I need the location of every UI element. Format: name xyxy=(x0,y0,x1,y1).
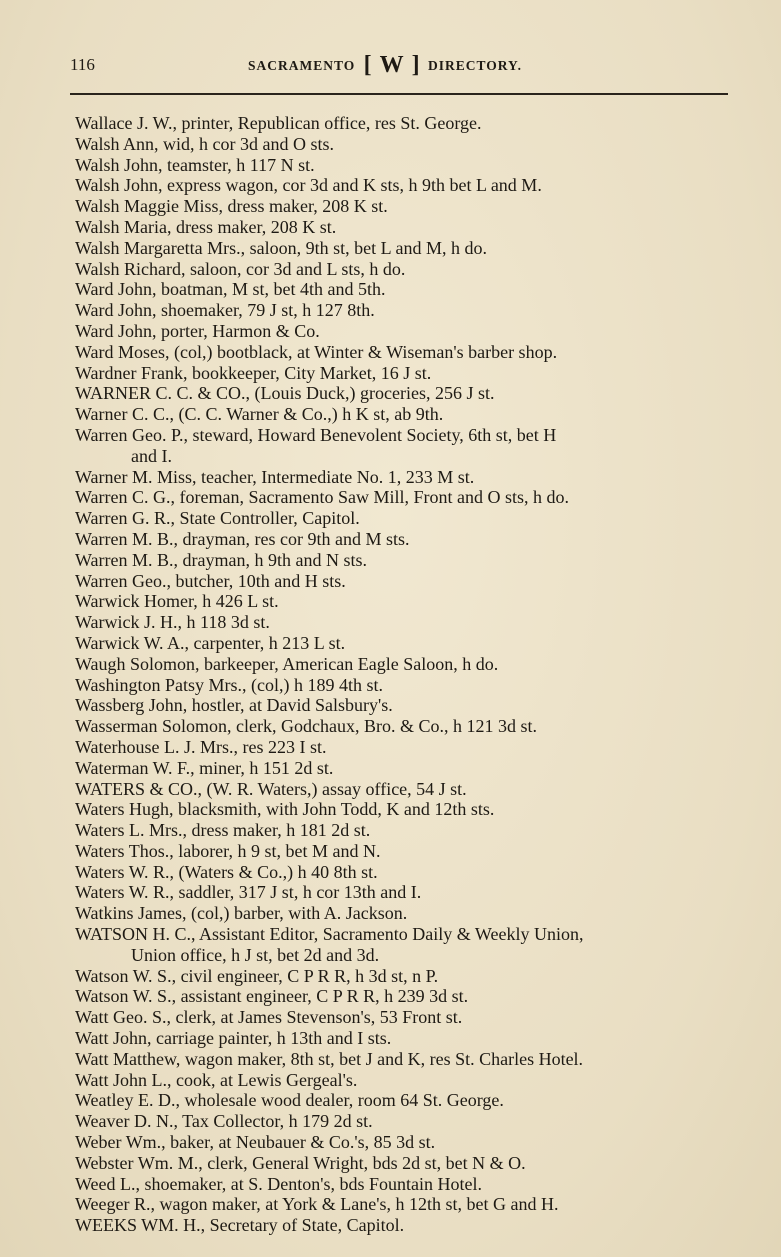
directory-entry xyxy=(75,654,735,675)
directory-entry xyxy=(75,695,735,716)
entry-text: Watt Geo. S., clerk, at James Stevenson's, 53 Front st. xyxy=(75,1007,463,1028)
running-head-letter: W xyxy=(379,51,404,78)
directory-entry xyxy=(75,1174,735,1195)
directory-entry xyxy=(75,1194,735,1215)
directory-entry xyxy=(75,882,735,903)
directory-entry xyxy=(75,571,735,592)
running-head-bracket-close: ] xyxy=(411,51,420,78)
directory-entry xyxy=(75,862,735,883)
entry-text: Waters W. R., (Waters & Co.,) h 40 8th st. xyxy=(75,861,378,882)
entry-text: Waterhouse L. J. Mrs., res 223 I st. xyxy=(75,736,327,757)
directory-entry xyxy=(75,799,735,820)
directory-entry xyxy=(75,1132,735,1153)
entry-text: Warner M. Miss, teacher, Intermediate No. 1, 233 M st. xyxy=(75,466,475,487)
entry-text: Watt Matthew, wagon maker, 8th st, bet J and K, res St. Charles Hotel. xyxy=(75,1048,584,1069)
directory-entry xyxy=(75,259,735,280)
entry-text: Webster Wm. M., clerk, General Wright, bds 2d st, bet N & O. xyxy=(75,1152,526,1173)
directory-entry xyxy=(75,1215,735,1236)
entry-text: Ward John, porter, Harmon & Co. xyxy=(75,320,320,341)
entry-text: WEEKS WM. H., Secretary of State, Capitol. xyxy=(75,1215,405,1236)
running-head xyxy=(230,52,721,79)
entry-text: Weatley E. D., wholesale wood dealer, room 64 St. George. xyxy=(75,1090,504,1111)
entry-text: Walsh Richard, saloon, cor 3d and L sts, h do. xyxy=(75,258,406,279)
directory-entry xyxy=(75,986,735,1007)
entry-text: Waters W. R., saddler, 317 J st, h cor 13th and I. xyxy=(75,882,422,903)
entry-text: Wallace J. W., printer, Republican office, res St. George. xyxy=(75,113,482,133)
entry-text: Weed L., shoemaker, at S. Denton's, bds Fountain Hotel. xyxy=(75,1173,483,1194)
directory-entry xyxy=(75,1090,735,1111)
entry-text: Watt John, carriage painter, h 13th and I sts. xyxy=(75,1028,392,1049)
entry-continuation: Union office, h J st, bet 2d and 3d. xyxy=(131,944,380,965)
entry-text: Warren Geo., butcher, 10th and H sts. xyxy=(75,570,346,591)
entry-text: Ward Moses, (col,) bootblack, at Winter & Wiseman's barber shop. xyxy=(75,341,558,362)
entry-text: Watson W. S., civil engineer, C P R R, h 3d st, n P. xyxy=(75,965,439,986)
directory-entry xyxy=(75,633,735,654)
directory-entry xyxy=(75,966,735,987)
directory-entry xyxy=(75,300,735,321)
entry-text: Waterman W. F., miner, h 151 2d st. xyxy=(75,757,334,778)
directory-entry xyxy=(75,591,735,612)
running-head-bracket-open: [ xyxy=(363,51,372,78)
entry-text: Wasserman Solomon, clerk, Godchaux, Bro. & Co., h 121 3d st. xyxy=(75,716,537,737)
directory-entry xyxy=(75,217,735,238)
directory-entry xyxy=(75,675,735,696)
entry-text: Warwick W. A., carpenter, h 213 L st. xyxy=(75,632,346,653)
entry-continuation: and I. xyxy=(131,445,172,466)
header-rule xyxy=(70,93,728,95)
directory-entry xyxy=(75,1028,735,1049)
entry-text: Waters Thos., laborer, h 9 st, bet M and N. xyxy=(75,840,381,861)
directory-entry xyxy=(75,467,735,488)
entry-text: Warwick J. H., h 118 3d st. xyxy=(75,612,270,633)
directory-entry xyxy=(75,134,735,155)
entry-text: Walsh Margaretta Mrs., saloon, 9th st, bet L and M, h do. xyxy=(75,237,487,258)
entry-text: Warren G. R., State Controller, Capitol. xyxy=(75,508,360,529)
directory-entry xyxy=(75,1111,735,1132)
running-head-city: SACRAMENTO xyxy=(248,57,356,73)
directory-entry xyxy=(75,737,735,758)
directory-entry xyxy=(75,716,735,737)
directory-entry xyxy=(75,383,735,404)
directory-entry xyxy=(75,758,735,779)
directory-entry xyxy=(75,279,735,300)
directory-entry xyxy=(75,841,735,862)
entry-text: WATERS & CO., (W. R. Waters,) assay office, 54 J st. xyxy=(75,778,467,799)
entry-text: Watt John L., cook, at Lewis Gergeal's. xyxy=(75,1069,358,1090)
directory-entry xyxy=(75,425,735,467)
entry-text: Wassberg John, hostler, at David Salsbury's. xyxy=(75,695,393,716)
entry-text: Watson W. S., assistant engineer, C P R R, h 239 3d st. xyxy=(75,986,469,1007)
directory-entry xyxy=(75,196,735,217)
directory-entry xyxy=(75,529,735,550)
entry-text: WATSON H. C., Assistant Editor, Sacramento Daily & Weekly Union, xyxy=(75,924,584,945)
directory-entry xyxy=(75,1049,735,1070)
entry-text: Ward John, boatman, M st, bet 4th and 5th. xyxy=(75,279,386,300)
entry-text: WARNER C. C. & CO., (Louis Duck,) groceries, 256 J st. xyxy=(75,383,495,404)
directory-entry xyxy=(75,342,735,363)
directory-entry xyxy=(75,113,735,134)
entry-text: Wardner Frank, bookkeeper, City Market, 16 J st. xyxy=(75,362,432,383)
entry-text: Waters L. Mrs., dress maker, h 181 2d st. xyxy=(75,820,371,841)
directory-entry xyxy=(75,550,735,571)
entry-text: Watkins James, (col,) barber, with A. Jackson. xyxy=(75,903,408,924)
entry-text: Weeger R., wagon maker, at York & Lane's, h 12th st, bet G and H. xyxy=(75,1194,559,1215)
entry-text: Waugh Solomon, barkeeper, American Eagle Saloon, h do. xyxy=(75,653,499,674)
entry-text: Warner C. C., (C. C. Warner & Co.,) h K st, ab 9th. xyxy=(75,404,444,425)
entry-text: Warren M. B., drayman, res cor 9th and M sts. xyxy=(75,528,410,549)
entry-text: Walsh John, express wagon, cor 3d and K sts, h 9th bet L and M. xyxy=(75,175,542,196)
directory-entry xyxy=(75,487,735,508)
directory-entry xyxy=(75,508,735,529)
entry-text: Weaver D. N., Tax Collector, h 179 2d st. xyxy=(75,1111,373,1132)
entry-text: Warren Geo. P., steward, Howard Benevolent Society, 6th st, bet H xyxy=(75,424,557,445)
directory-entry xyxy=(75,363,735,384)
entry-text: Warwick Homer, h 426 L st. xyxy=(75,591,279,612)
entry-text: Waters Hugh, blacksmith, with John Todd, K and 12th sts. xyxy=(75,799,495,820)
directory-entry xyxy=(75,321,735,342)
directory-entry xyxy=(75,924,735,966)
directory-entry xyxy=(75,155,735,176)
directory-entry xyxy=(75,820,735,841)
entry-text: Washington Patsy Mrs., (col,) h 189 4th st. xyxy=(75,674,384,695)
entry-text: Ward John, shoemaker, 79 J st, h 127 8th. xyxy=(75,300,375,321)
entry-text: Walsh Maggie Miss, dress maker, 208 K st. xyxy=(75,196,388,217)
directory-entry xyxy=(75,1153,735,1174)
entry-text: Walsh Ann, wid, h cor 3d and O sts. xyxy=(75,133,335,154)
directory-entry xyxy=(75,1007,735,1028)
directory-entry xyxy=(75,404,735,425)
directory-entry xyxy=(75,1070,735,1091)
entry-text: Walsh John, teamster, h 117 N st. xyxy=(75,154,315,175)
entry-text: Walsh Maria, dress maker, 208 K st. xyxy=(75,216,337,237)
page-header xyxy=(70,50,721,80)
directory-entry xyxy=(75,175,735,196)
entry-text: Warren C. G., foreman, Sacramento Saw Mill, Front and O sts, h do. xyxy=(75,487,569,508)
directory-entries xyxy=(75,113,735,1236)
directory-entry xyxy=(75,612,735,633)
entry-text: Warren M. B., drayman, h 9th and N sts. xyxy=(75,549,367,570)
entry-text: Weber Wm., baker, at Neubauer & Co.'s, 85 3d st. xyxy=(75,1132,436,1153)
directory-entry xyxy=(75,779,735,800)
directory-entry xyxy=(75,903,735,924)
running-head-title: DIRECTORY. xyxy=(428,57,522,73)
directory-entry xyxy=(75,238,735,259)
page-number: 116 xyxy=(70,55,95,74)
